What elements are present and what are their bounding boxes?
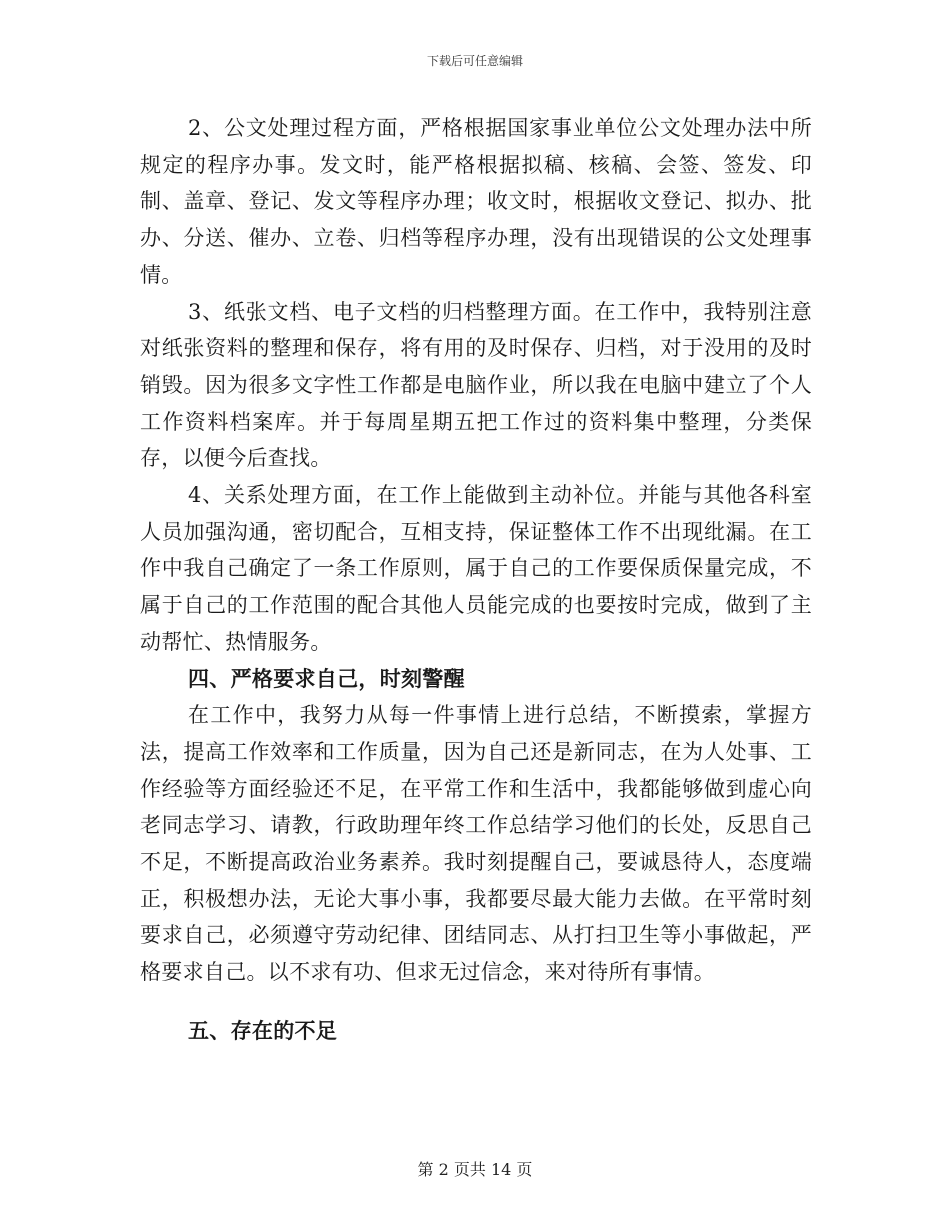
page-number-footer: 第 2 页共 14 页 <box>417 1160 533 1179</box>
document-body <box>140 110 812 1050</box>
spacer <box>140 991 812 1013</box>
page-header: 下载后可任意编辑 <box>426 54 523 68</box>
paragraph-document-processing: 2、公文处理过程方面，严格根据国家事业单位公文处理办法中所规定的程序办事。发文时，能严格根据拟稿、核稿、会签、签发、印制、盖章、登记、发文等程序办理；收文时，根据收文登记、拟办、批办、分送、催办、立卷、归档等程序办理，没有出现错误的公文处理事情。 <box>140 116 812 287</box>
paragraph-archiving: 3、纸张文档、电子文档的归档整理方面。在工作中，我特别注意对纸张资料的整理和保存，将有用的及时保存、归档，对于没用的及时销毁。因为很多文字性工作都是电脑作业，所以我在电脑中建立了个人工作资料档案库。并于每周星期五把工作过的资料集中整理，分类保存，以便今后查找。 <box>140 299 812 471</box>
paragraph-self-improvement: 在工作中，我努力从每一件事情上进行总结，不断摸索，掌握方法，提高工作效率和工作质量，因为自己还是新同志，在为人处事、工作经验等方面经验还不足，在平常工作和生活中，我都能够做到虚心向老同志学习、请教，行政助理年终工作总结学习他们的长处，反思自己不足，不断提高政治业务素养。我时刻提醒自己，要诚恳待人，态度端正，积极想办法，无论大事小事，我都要尽最大能力去做。在平常时刻要求自己，必须遵守劳动纪律、团结同志、从打扫卫生等小事做起，严格要求自己。以不求有功、但求无过信念，来对待所有事情。 <box>140 703 812 985</box>
section-heading-strict-requirements: 四、严格要求自己，时刻警醒 <box>188 665 465 691</box>
paragraph-relationships: 4、关系处理方面，在工作上能做到主动补位。并能与其他各科室人员加强沟通，密切配合，互相支持，保证整体工作不出现纰漏。在工作中我自己确定了一条工作原则，属于自己的工作要保质保量完成，不属于自己的工作范围的配合其他人员能完成的也要按时完成，做到了主动帮忙、热情服务。 <box>140 483 812 654</box>
section-heading-shortcomings: 五、存在的不足 <box>188 1017 338 1043</box>
